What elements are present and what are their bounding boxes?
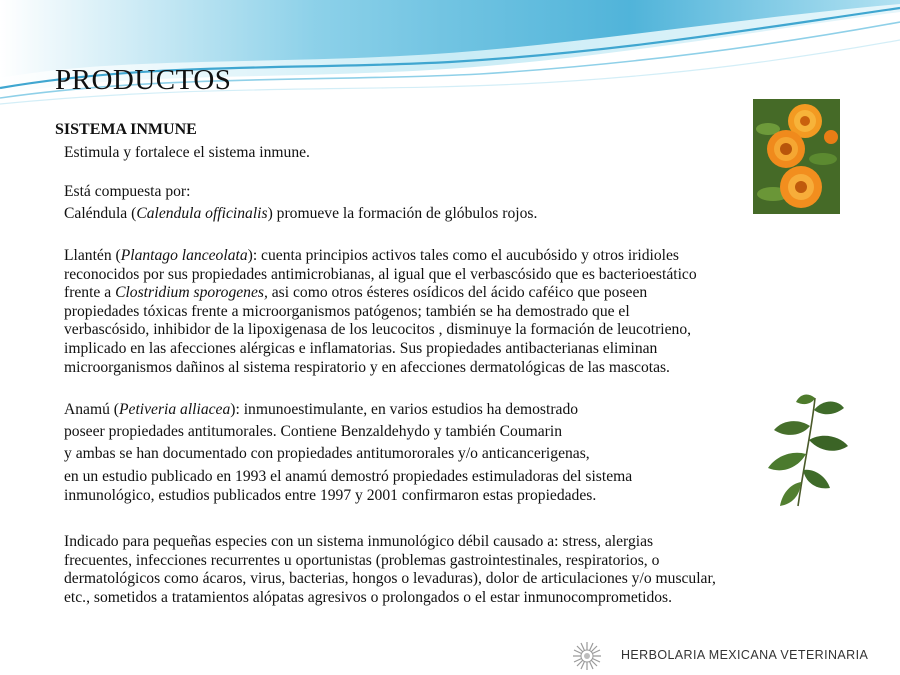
section-heading: SISTEMA INMUNE xyxy=(55,121,197,138)
llanten-text: frente a xyxy=(64,284,116,302)
indication-line-2: frecuentes, infecciones recurrentes u oportunistas (problemas gastrointestinales, respiratorios, o xyxy=(64,551,660,569)
indication-line-4: etc., sometidos a tratamientos alópatas agresivos o prolongados o el estar inmunocomprometidos. xyxy=(64,588,673,606)
anamu-line-4: en un estudio publicado en 1993 el anamú demostró propiedades estimuladoras del sistema xyxy=(64,468,633,485)
llanten-line-5: verbascósido, inhibidor de la lipoxigenasa de los leucocitos , disminuye la formación de leucotrieno, xyxy=(64,321,692,339)
llanten-line-2: reconocidos por sus propiedades antimicrobianas, al igual que el verbascósido que es bacterioestático xyxy=(64,265,697,283)
llanten-text: ): cuenta principios activos tales como el aucubósido y otros iridioles xyxy=(247,247,679,264)
clostridium-latin: Clostridium sporogenes, xyxy=(115,284,268,302)
calendula-rest: ) promueve la formación de glóbulos rojos. xyxy=(267,205,538,222)
llanten-line-4: propiedades tóxicas frente a microorganismos patógenos; también se ha demostrado que el xyxy=(64,302,630,320)
llanten-name: Llantén ( xyxy=(64,247,121,264)
llanten-text: asi como otros ésteres osídicos del ácido caféico que poseen xyxy=(267,284,648,302)
indication-line-1: Indicado para pequeñas especies con un sistema inmunológico débil causado a: stress, alergias xyxy=(64,533,654,550)
llanten-line-3 xyxy=(64,284,697,303)
calendula-flower-photo xyxy=(753,99,840,214)
anamu-line-1 xyxy=(64,399,590,421)
llanten-latin: Plantago lanceolata xyxy=(120,247,248,264)
anamu-name: Anamú ( xyxy=(64,401,119,418)
llanten-line-1 xyxy=(64,247,697,266)
llanten-line-6: implicado en las afecciones alérgicas e inflamatorias. Sus propiedades antibacterianas eliminan xyxy=(64,339,658,357)
llanten-paragraph xyxy=(64,247,697,377)
intro-text: Estimula y fortalece el sistema inmune. xyxy=(64,144,310,161)
anamu-text: ): inmunoestimulante, en varios estudios ha demostrado xyxy=(230,401,579,418)
anamu-paragraph xyxy=(64,399,590,465)
indication-line-3: dermatológicos como ácaros, virus, bacterias, hongos o levaduras), dolor de articulaciones y/o muscular, xyxy=(64,570,716,588)
indication-paragraph xyxy=(64,533,716,607)
anamu-latin: Petiveria alliacea xyxy=(119,401,231,418)
anamu-line-5: inmunológico, estudios publicados entre 1997 y 2001 confirmaron estas propiedades. xyxy=(64,486,597,504)
seal-logo-icon xyxy=(570,641,604,671)
anamu-paragraph-cont xyxy=(64,468,632,505)
anamu-leaf-photo xyxy=(760,388,852,510)
anamu-line-2: poseer propiedades antitumorales. Contiene Benzaldehydo y también Coumarin xyxy=(64,423,562,440)
calendula-name: Caléndula ( xyxy=(64,205,137,222)
anamu-line-3: y ambas se han documentado con propiedades antitumororales y/o anticancerigenas, xyxy=(64,445,590,462)
composition-label: Está compuesta por: xyxy=(64,183,191,200)
llanten-line-7: microorganismos dañinos al sistema respiratorio y en afecciones dermatológicas de las mascotas. xyxy=(64,358,670,376)
footer-brand: HERBOLARIA MEXICANA VETERINARIA xyxy=(621,648,869,662)
calendula-line xyxy=(64,205,537,224)
calendula-latin: Calendula officinalis xyxy=(136,205,268,222)
page-title: PRODUCTOS xyxy=(55,64,232,96)
